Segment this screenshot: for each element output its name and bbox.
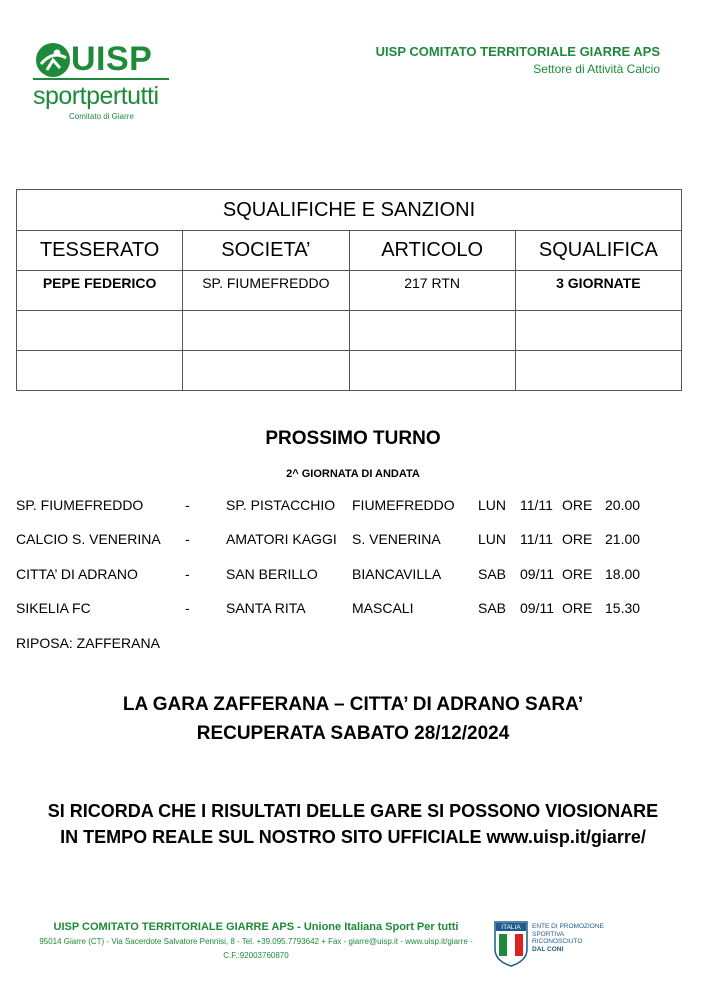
- logo-subtitle: Comitato di Giarre: [69, 112, 134, 121]
- match-row: [16, 600, 696, 620]
- cell-articolo: [349, 351, 515, 391]
- match-row: [16, 497, 696, 517]
- coni-badge: [494, 921, 614, 971]
- day: SAB: [478, 600, 507, 616]
- logo-tagline: sportpertutti: [33, 82, 159, 110]
- table-row: [17, 351, 682, 391]
- date: 09/11: [520, 566, 554, 582]
- org-name: UISP COMITATO TERRITORIALE GIARRE APS: [375, 44, 660, 59]
- cell-squalifica: [515, 311, 681, 351]
- cell-societa: [183, 351, 349, 391]
- home-team: CALCIO S. VENERINA: [16, 531, 161, 547]
- venue: S. VENERINA: [352, 531, 441, 547]
- coni-text-line: DAL CONI: [532, 945, 564, 953]
- date: 11/11: [520, 497, 553, 513]
- day: SAB: [478, 566, 507, 582]
- away-team: SP. PISTACCHIO: [226, 497, 336, 513]
- table-row: [17, 311, 682, 351]
- home-team: CITTA’ DI ADRANO: [16, 566, 138, 582]
- separator: -: [185, 566, 190, 582]
- col-tesserato: TESSERATO: [17, 231, 183, 271]
- ore-label: ORE: [562, 600, 593, 616]
- match-row: [16, 566, 696, 586]
- home-team: SIKELIA FC: [16, 600, 91, 616]
- coni-text-line: RICONOSCIUTO: [532, 938, 583, 945]
- footer-tax-code: C.F.:92003760870: [223, 951, 289, 960]
- cell-squalifica: 3 GIORNATE: [515, 271, 681, 311]
- separator: -: [185, 531, 190, 547]
- sanctions-table: [16, 189, 682, 391]
- reminder-line-1: SI RICORDA CHE I RISULTATI DELLE GARE SI POSSONO VIOSIONARE: [47, 801, 659, 821]
- footer-org: UISP COMITATO TERRITORIALE GIARRE APS - Unione Italiana Sport Per tutti: [53, 921, 459, 933]
- next-round-title: PROSSIMO TURNO: [265, 428, 441, 449]
- separator: -: [185, 600, 190, 616]
- org-sector: Settore di Attività Calcio: [533, 62, 660, 76]
- time: 21.00: [605, 531, 641, 547]
- results-reminder: [0, 798, 706, 850]
- reminder-line-2: IN TEMPO REALE SUL NOSTRO SITO UFFICIALE www.uisp.it/giarre/: [60, 827, 646, 847]
- date: 09/11: [520, 600, 554, 616]
- date: 11/11: [520, 531, 553, 547]
- cell-squalifica: [515, 351, 681, 391]
- coni-country: ITALIA: [501, 924, 521, 931]
- rescheduled-notice: [0, 690, 706, 748]
- coni-text: [532, 923, 604, 953]
- cell-articolo: [349, 311, 515, 351]
- runner-emblem-icon: [33, 40, 73, 80]
- table-row: [17, 271, 682, 311]
- cell-societa: [183, 311, 349, 351]
- ore-label: ORE: [562, 531, 593, 547]
- uisp-logo: [33, 40, 183, 125]
- day: LUN: [478, 531, 507, 547]
- away-team: SAN BERILLO: [226, 566, 318, 582]
- time: 15.30: [605, 600, 641, 616]
- notice-line-1: LA GARA ZAFFERANA – CITTA’ DI ADRANO SARA’: [122, 694, 584, 715]
- sanctions-title: SQUALIFICHE E SANZIONI: [17, 190, 682, 231]
- col-squalifica: SQUALIFICA: [515, 231, 681, 271]
- rest-team: RIPOSA: ZAFFERANA: [16, 635, 160, 651]
- day: LUN: [478, 497, 507, 513]
- ore-label: ORE: [562, 497, 593, 513]
- venue: FIUMEFREDDO: [352, 497, 455, 513]
- sanctions-header-row: [17, 231, 682, 271]
- match-row: [16, 531, 696, 551]
- coni-text-line: ENTE DI PROMOZIONE: [532, 923, 604, 930]
- col-articolo: ARTICOLO: [349, 231, 515, 271]
- separator: -: [185, 497, 190, 513]
- cell-tesserato: [17, 351, 183, 391]
- logo-wordmark: UISP: [71, 40, 153, 78]
- time: 20.00: [605, 497, 641, 513]
- cell-articolo: 217 RTN: [349, 271, 515, 311]
- away-team: SANTA RITA: [226, 600, 306, 616]
- cell-societa: SP. FIUMEFREDDO: [183, 271, 349, 311]
- next-round-subtitle: 2^ GIORNATA DI ANDATA: [286, 468, 420, 480]
- coni-text-line: SPORTIVA: [532, 930, 565, 938]
- away-team: AMATORI KAGGI: [226, 531, 337, 547]
- cell-tesserato: PEPE FEDERICO: [17, 271, 183, 311]
- time: 18.00: [605, 566, 641, 582]
- home-team: SP. FIUMEFREDDO: [16, 497, 144, 513]
- notice-line-2: RECUPERATA SABATO 28/12/2024: [196, 723, 510, 744]
- venue: MASCALI: [352, 600, 414, 616]
- header-org: [376, 44, 660, 76]
- ore-label: ORE: [562, 566, 593, 582]
- venue: BIANCAVILLA: [352, 566, 442, 582]
- col-societa: SOCIETA’: [183, 231, 349, 271]
- cell-tesserato: [17, 311, 183, 351]
- footer: [36, 921, 476, 961]
- footer-address: 95014 Giarre (CT) - Via Sacerdote Salvatore Pennisi, 8 - Tel. +39.095.7793642 + Fax - giarre@uisp.it - www.uisp.it/giarre -: [39, 937, 473, 946]
- logo-divider: [33, 78, 169, 80]
